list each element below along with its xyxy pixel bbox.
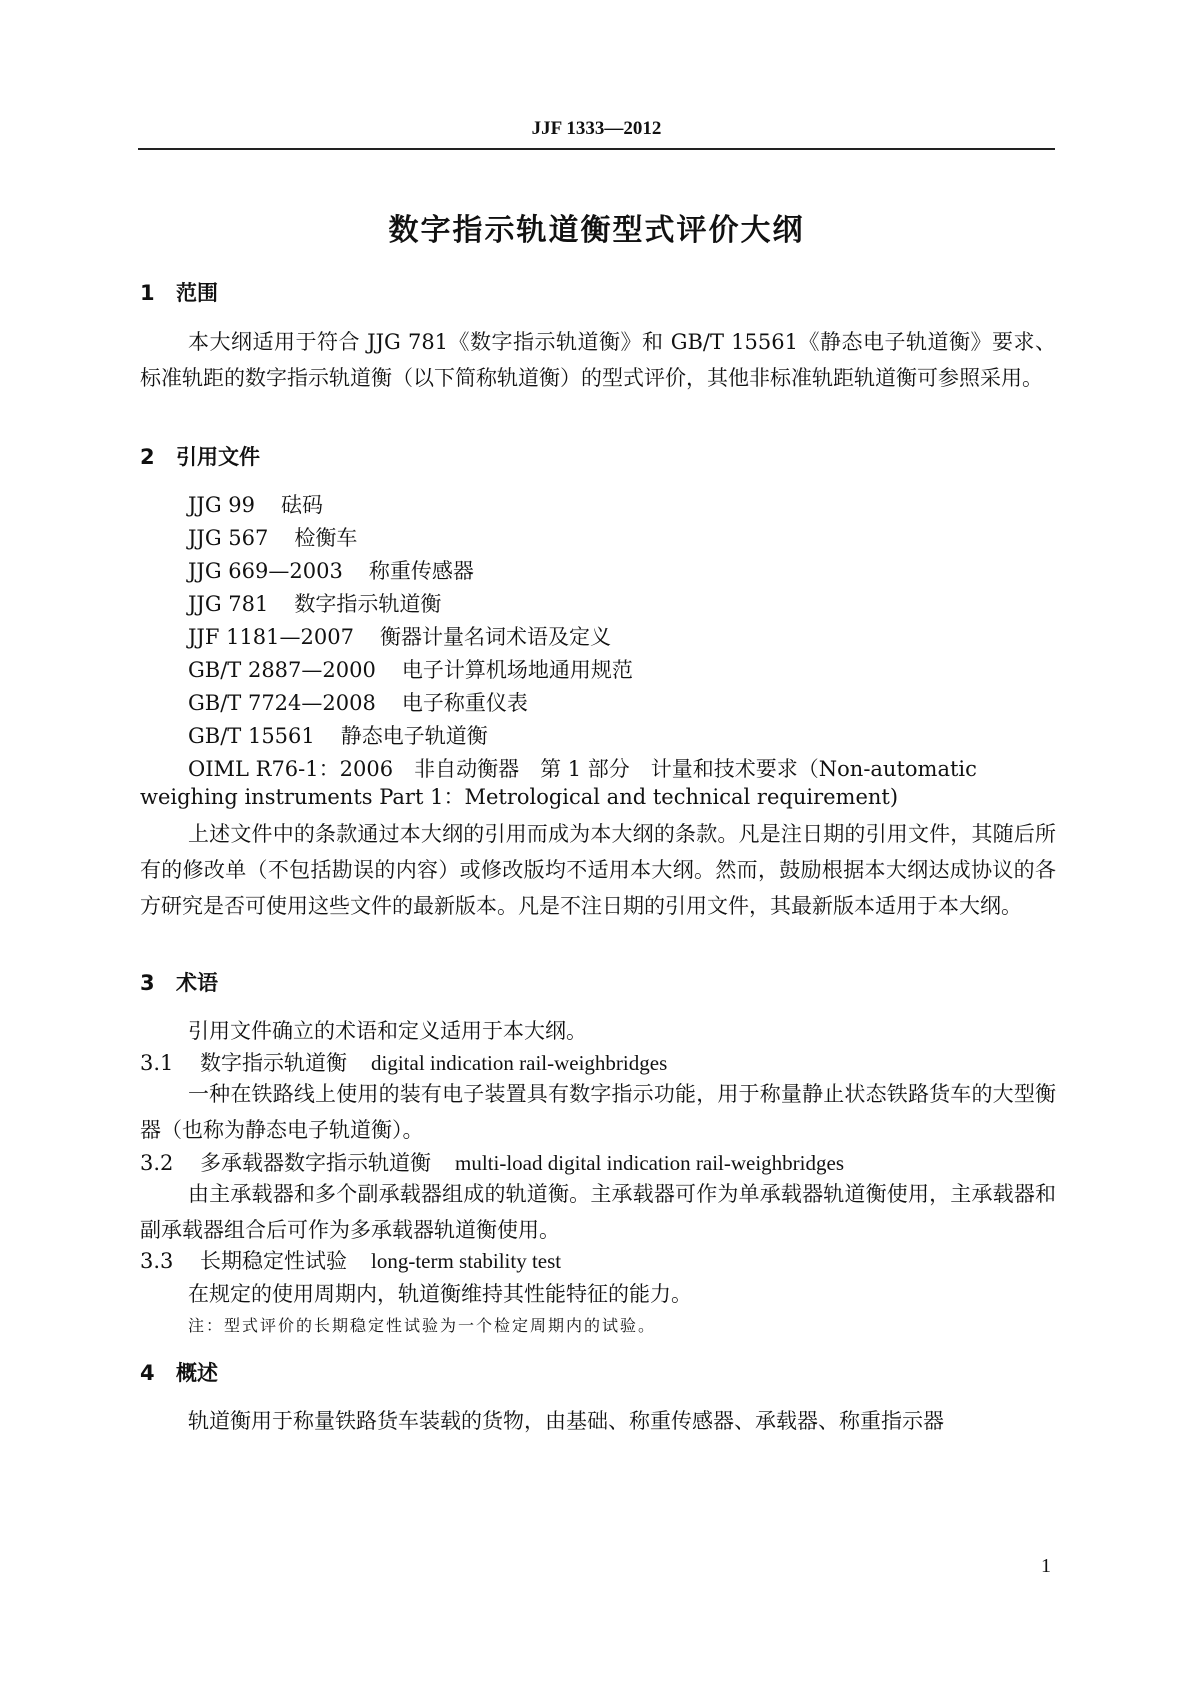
ref-name: 电子计算机场地通用规范 bbox=[401, 658, 633, 682]
ref-name: 检衡车 bbox=[294, 526, 358, 550]
section-4-paragraph: 轨道衡用于称量铁路货车装载的货物，由基础、称重传感器、承载器、称重指示器 bbox=[188, 1409, 944, 1433]
definition-number: 3.2 bbox=[140, 1151, 174, 1175]
section-2-heading bbox=[140, 441, 260, 471]
reference-item bbox=[188, 687, 528, 717]
section-1-paragraph: 本大纲适用于符合 JJG 781《数字指示轨道衡》和 GB/T 15561《静态电子轨道衡》要求、标准轨距的数字指示轨道衡（以下简称轨道衡）的型式评价，其他非标准轨距轨道衡可参照采用。 bbox=[140, 330, 1056, 390]
section-1-heading bbox=[140, 277, 218, 307]
definition-term-zh: 数字指示轨道衡 bbox=[200, 1051, 347, 1075]
definition-term-en: multi-load digital indication rail-weighbridges bbox=[455, 1151, 844, 1175]
reference-item bbox=[188, 654, 633, 684]
document-header: JJF 1333—2012 bbox=[531, 118, 662, 139]
section-number: 4 bbox=[140, 1361, 155, 1385]
section-number: 1 bbox=[140, 281, 155, 305]
definition-3-3-text: 在规定的使用周期内，轨道衡维持其性能特征的能力。 bbox=[188, 1282, 692, 1306]
definition-term-en: long-term stability test bbox=[371, 1249, 562, 1273]
section-title: 术语 bbox=[176, 971, 218, 995]
note: 注：型式评价的长期稳定性试验为一个检定周期内的试验。 bbox=[188, 1316, 657, 1335]
definition-3-2-text: 由主承载器和多个副承载器组成的轨道衡。主承载器可作为单承载器轨道衡使用，主承载器和副承载器组合后可作为多承载器轨道衡使用。 bbox=[140, 1182, 1056, 1242]
reference-item-oiml: OIML R76-1：2006 非自动衡器 第 1 部分 计量和技术要求（Non-automatic bbox=[188, 757, 977, 781]
definition-3-3-heading bbox=[140, 1245, 561, 1275]
reference-item-oiml-continued: weighing instruments Part 1：Metrological and technical requirement) bbox=[140, 785, 899, 809]
document-title: 数字指示轨道衡型式评价大纲 bbox=[388, 213, 805, 248]
section-3-intro: 引用文件确立的术语和定义适用于本大纲。 bbox=[188, 1019, 587, 1043]
section-title: 概述 bbox=[176, 1361, 218, 1385]
ref-name: 电子称重仪表 bbox=[401, 691, 528, 715]
reference-item bbox=[188, 588, 441, 618]
definition-3-2-heading bbox=[140, 1147, 844, 1177]
reference-item bbox=[188, 522, 357, 552]
header-rule bbox=[138, 148, 1055, 150]
definition-term-en: digital indication rail-weighbridges bbox=[371, 1051, 668, 1075]
reference-item bbox=[188, 621, 611, 651]
ref-name: 称重传感器 bbox=[368, 559, 474, 583]
ref-code: JJF 1181—2007 bbox=[188, 625, 354, 649]
section-number: 2 bbox=[140, 445, 155, 469]
section-title: 引用文件 bbox=[176, 445, 260, 469]
ref-name: 砝码 bbox=[281, 493, 324, 517]
definition-term-zh: 多承载器数字指示轨道衡 bbox=[200, 1151, 431, 1175]
definition-3-1-text: 一种在铁路线上使用的装有电子装置具有数字指示功能，用于称量静止状态铁路货车的大型衡器（也称为静态电子轨道衡）。 bbox=[140, 1082, 1056, 1142]
section-title: 范围 bbox=[176, 281, 218, 305]
ref-code: GB/T 15561 bbox=[188, 724, 315, 748]
reference-item bbox=[188, 489, 323, 519]
definition-number: 3.3 bbox=[140, 1249, 174, 1273]
section-4-heading bbox=[140, 1357, 218, 1387]
definition-term-zh: 长期稳定性试验 bbox=[200, 1249, 347, 1273]
ref-code: JJG 99 bbox=[188, 493, 256, 517]
section-3-heading bbox=[140, 967, 218, 997]
definition-3-1-heading bbox=[140, 1047, 667, 1077]
ref-code: GB/T 2887—2000 bbox=[188, 658, 376, 682]
reference-item bbox=[188, 555, 474, 585]
page-number: 1 bbox=[1041, 1555, 1051, 1577]
ref-code: GB/T 7724—2008 bbox=[188, 691, 376, 715]
ref-name: 数字指示轨道衡 bbox=[294, 592, 442, 616]
ref-name: 静态电子轨道衡 bbox=[340, 724, 488, 748]
ref-code: JJG 669—2003 bbox=[188, 559, 343, 583]
ref-name: 衡器计量名词术语及定义 bbox=[379, 625, 611, 649]
ref-code: JJG 567 bbox=[188, 526, 269, 550]
section-2-paragraph: 上述文件中的条款通过本大纲的引用而成为本大纲的条款。凡是注日期的引用文件，其随后所有的修改单（不包括勘误的内容）或修改版均不适用本大纲。然而，鼓励根据本大纲达成协议的各方研究是否可使用这些文件的最新版本。凡是不注日期的引用文件，其最新版本适用于本大纲。 bbox=[140, 822, 1056, 918]
definition-number: 3.1 bbox=[140, 1051, 174, 1075]
section-number: 3 bbox=[140, 971, 155, 995]
reference-item bbox=[188, 720, 488, 750]
ref-code: JJG 781 bbox=[188, 592, 269, 616]
